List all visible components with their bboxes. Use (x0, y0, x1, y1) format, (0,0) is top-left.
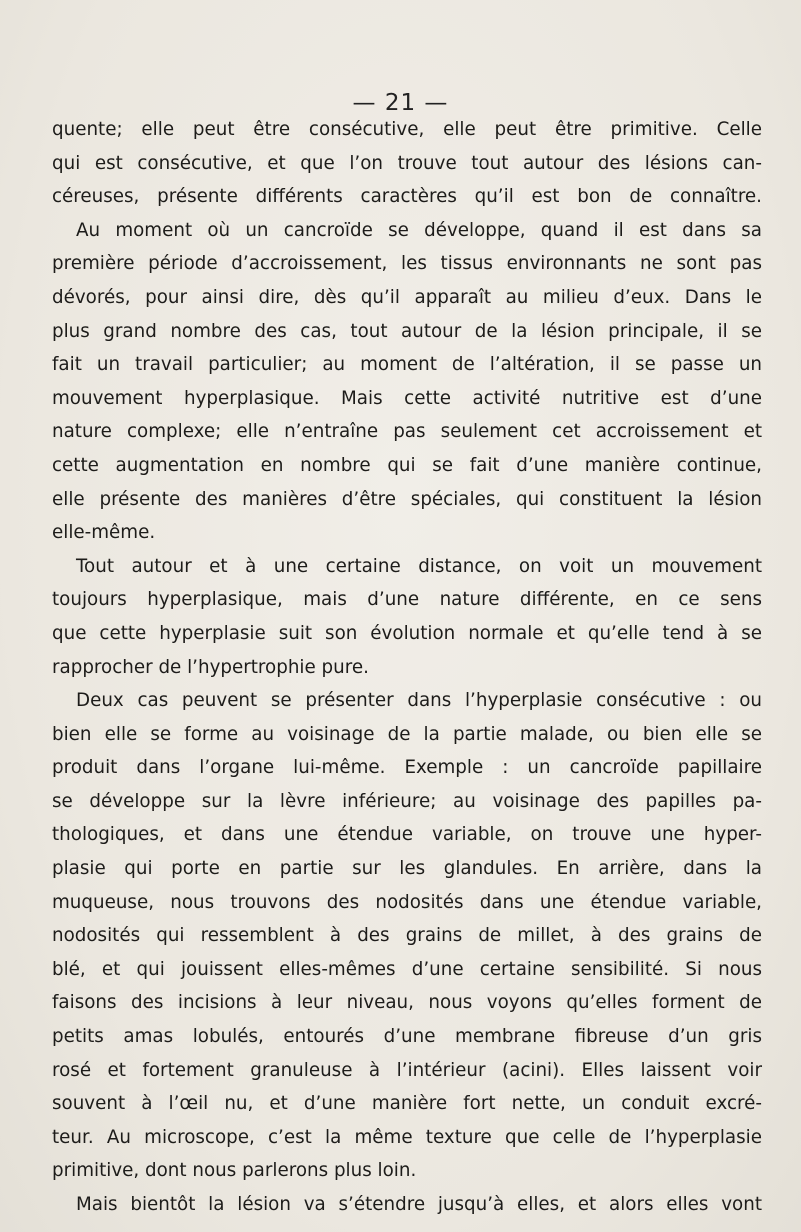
text-line: qui est consécutive, et que l’on trouve tout autour des lésions can- (52, 152, 762, 174)
text-line: elle présente des manières d’être spéciales, qui constituent la lésion (52, 488, 762, 510)
page-number: — 21 — (352, 90, 449, 116)
text-line: dévorés, pour ainsi dire, dès qu’il apparaît au milieu d’eux. Dans le (52, 286, 762, 308)
text-line: souvent à l’œil nu, et d’une manière fort nette, un conduit excré- (52, 1093, 762, 1115)
text-line: mouvement hyperplasique. Mais cette activité nutritive est d’une (52, 387, 762, 409)
text-line: teur. Au microscope, c’est la même texture que celle de l’hyperplasie (52, 1126, 762, 1148)
text-line: Mais bientôt la lésion va s’étendre jusqu’à elles, et alors elles vont (76, 1194, 762, 1215)
text-line: primitive, dont nous parlerons plus loin. (52, 1160, 417, 1182)
text-line: nodosités qui ressemblent à des grains de millet, à des grains de (52, 925, 762, 947)
text-line: que cette hyperplasie suit son évolution normale et qu’elle tend à se (52, 622, 762, 644)
text-line: rosé et fortement granuleuse à l’intérieur (acini). Elles laissent voir (52, 1059, 762, 1081)
text-line: faisons des incisions à leur niveau, nous voyons qu’elles forment de (52, 992, 762, 1014)
text-line: quente; elle peut être consécutive, elle peut être primitive. Celle (52, 119, 762, 140)
text-line: se développe sur la lèvre inférieure; au voisinage des papilles pa- (52, 790, 762, 812)
text-line: muqueuse, nous trouvons des nodosités dans une étendue variable, (52, 891, 762, 913)
text-line: plus grand nombre des cas, tout autour de la lésion principale, il se (52, 320, 762, 342)
text-line: blé, et qui jouissent elles-mêmes d’une certaine sensibilité. Si nous (52, 958, 762, 980)
text-line: fait un travail particulier; au moment de l’altération, il se passe un (52, 354, 762, 376)
text-line: Au moment où un cancroïde se développe, quand il est dans sa (76, 219, 762, 241)
text-line: cette augmentation en nombre qui se fait d’une manière continue, (52, 454, 762, 476)
body-text (52, 113, 762, 1222)
text-line: toujours hyperplasique, mais d’une nature différente, en ce sens (52, 589, 762, 611)
text-line: rapprocher de l’hypertrophie pure. (52, 656, 369, 678)
text-line: nature complexe; elle n’entraîne pas seulement cet accroissement et (52, 421, 762, 443)
text-line: Deux cas peuvent se présenter dans l’hyperplasie consécutive : ou (76, 690, 762, 712)
text-line: plasie qui porte en partie sur les glandules. En arrière, dans la (52, 858, 762, 880)
text-line: première période d’accroissement, les tissus environnants ne sont pas (52, 253, 762, 275)
text-line: céreuses, présente différents caractères qu’il est bon de connaître. (52, 186, 762, 208)
text-line: petits amas lobulés, entourés d’une membrane fibreuse d’un gris (52, 1026, 762, 1048)
text-line: bien elle se forme au voisinage de la partie malade, ou bien elle se (52, 723, 762, 745)
text-line: Tout autour et à une certaine distance, on voit un mouvement (76, 555, 762, 577)
text-line: elle-même. (52, 522, 156, 544)
text-line: thologiques, et dans une étendue variable, on trouve une hyper- (52, 824, 762, 846)
text-line: produit dans l’organe lui-même. Exemple : un cancroïde papillaire (52, 757, 762, 779)
